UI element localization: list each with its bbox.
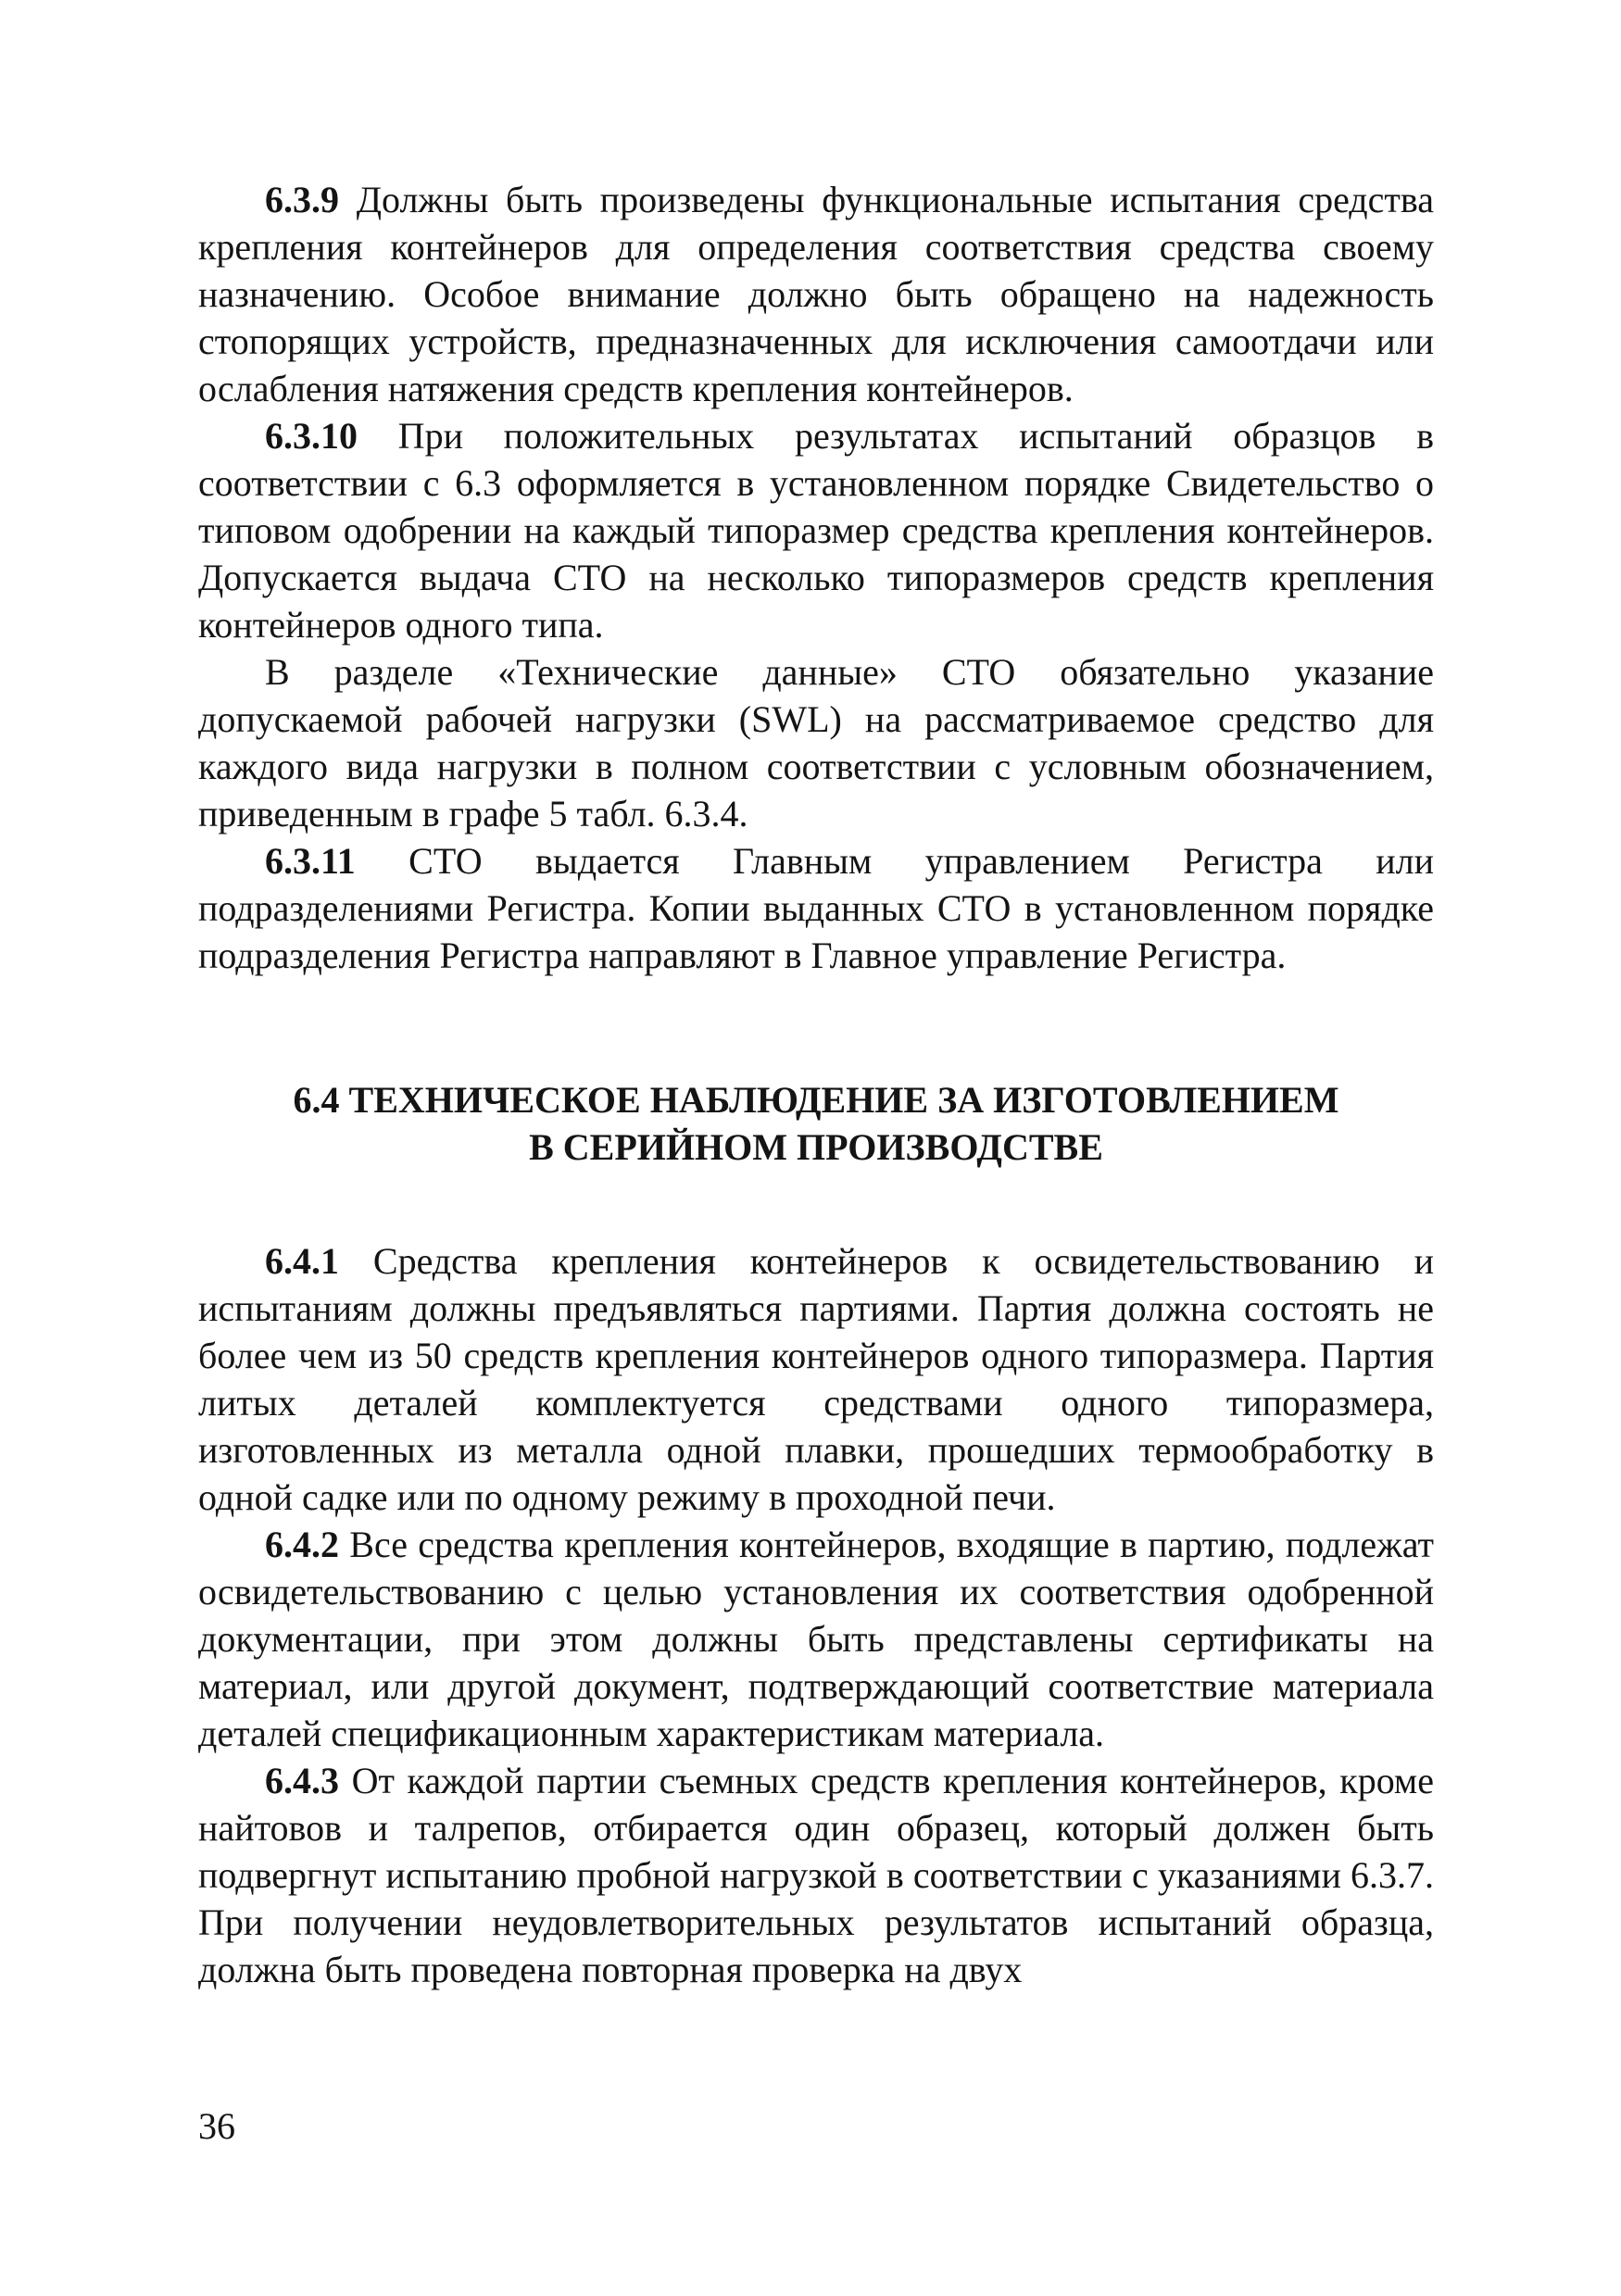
paragraph-6-4-2 — [198, 1521, 1434, 1757]
page-number: 36 — [198, 2105, 235, 2147]
clause-number: 6.3.11 — [265, 840, 356, 882]
paragraph-text: От каждой партии съемных средств крепления контейнеров, кроме найтовов и талрепов, отбирается один образец, который должен быть подвергнут испытанию пробной нагрузкой в соответствии с указаниями 6.3.7. При получении неудовлетворительных результатов испытаний образца, должна быть проведена повторная проверка на двух — [198, 1760, 1434, 1990]
clause-number: 6.3.9 — [265, 179, 339, 220]
heading-line-1: 6.4 ТЕХНИЧЕСКОЕ НАБЛЮДЕНИЕ ЗА ИЗГОТОВЛЕНИЕМ — [293, 1079, 1339, 1121]
paragraph-6-3-9 — [198, 176, 1434, 412]
clause-number: 6.4.1 — [265, 1240, 339, 1282]
clause-number: 6.4.2 — [265, 1524, 339, 1565]
paragraph-text: При положительных результатах испытаний образцов в соответствии с 6.3 оформляется в установленном порядке Свидетельство о типовом одобрении на каждый типоразмер средства крепления контейнеров. Допускается выдача СТО на несколько типоразмеров средств крепления контейнеров одного типа. — [198, 415, 1434, 646]
clause-number: 6.3.10 — [265, 415, 358, 457]
paragraph-text: Должны быть произведены функциональные испытания средства крепления контейнеров для определения соответствия средства своему назначению. Особое внимание должно быть обращено на надежность стопорящих устройств, предназначенных для исключения самоотдачи или ослабления натяжения средств крепления контейнеров. — [198, 179, 1434, 409]
paragraph-6-4-1 — [198, 1237, 1434, 1521]
section-6-3-text — [198, 176, 1434, 979]
paragraph-6-3-11 — [198, 837, 1434, 979]
paragraph-6-3-10 — [198, 412, 1434, 648]
paragraph-text: СТО выдается Главным управлением Регистра или подразделениями Регистра. Копии выданных СТО в установленном порядке подразделения Регистра направляют в Главное управление Регистра. — [198, 840, 1434, 976]
section-6-4-text — [198, 1237, 1434, 1993]
paragraph-tech-data — [198, 648, 1434, 837]
clause-number: 6.4.3 — [265, 1760, 339, 1801]
paragraph-text: Средства крепления контейнеров к освидетельствованию и испытаниям должны предъявляться партиями. Партия должна состоять не более чем из 50 средств крепления контейнеров одного типоразмера. Партия литых деталей комплектуется средствами одного типоразмера, изготовленных из металла одной плавки, прошедших термообработку в одной садке или по одному режиму в проходной печи. — [198, 1240, 1434, 1518]
paragraph-6-4-3 — [198, 1757, 1434, 1993]
section-6-4-heading — [198, 1076, 1434, 1171]
paragraph-text: Все средства крепления контейнеров, входящие в партию, подлежат освидетельствованию с целью установления их соответствия одобренной документации, при этом должны быть представлены сертификаты на материал, или другой документ, подтверждающий соответствие материала деталей спецификационным характеристикам материала. — [198, 1524, 1434, 1754]
paragraph-text: В разделе «Технические данные» СТО обязательно указание допускаемой рабочей нагрузки (SWL) на рассматриваемое средство для каждого вида нагрузки в полном соответствии с условным обозначением, приведенным в графе 5 табл. 6.3.4. — [198, 651, 1434, 834]
heading-line-2: В СЕРИЙНОМ ПРОИЗВОДСТВЕ — [529, 1126, 1103, 1168]
